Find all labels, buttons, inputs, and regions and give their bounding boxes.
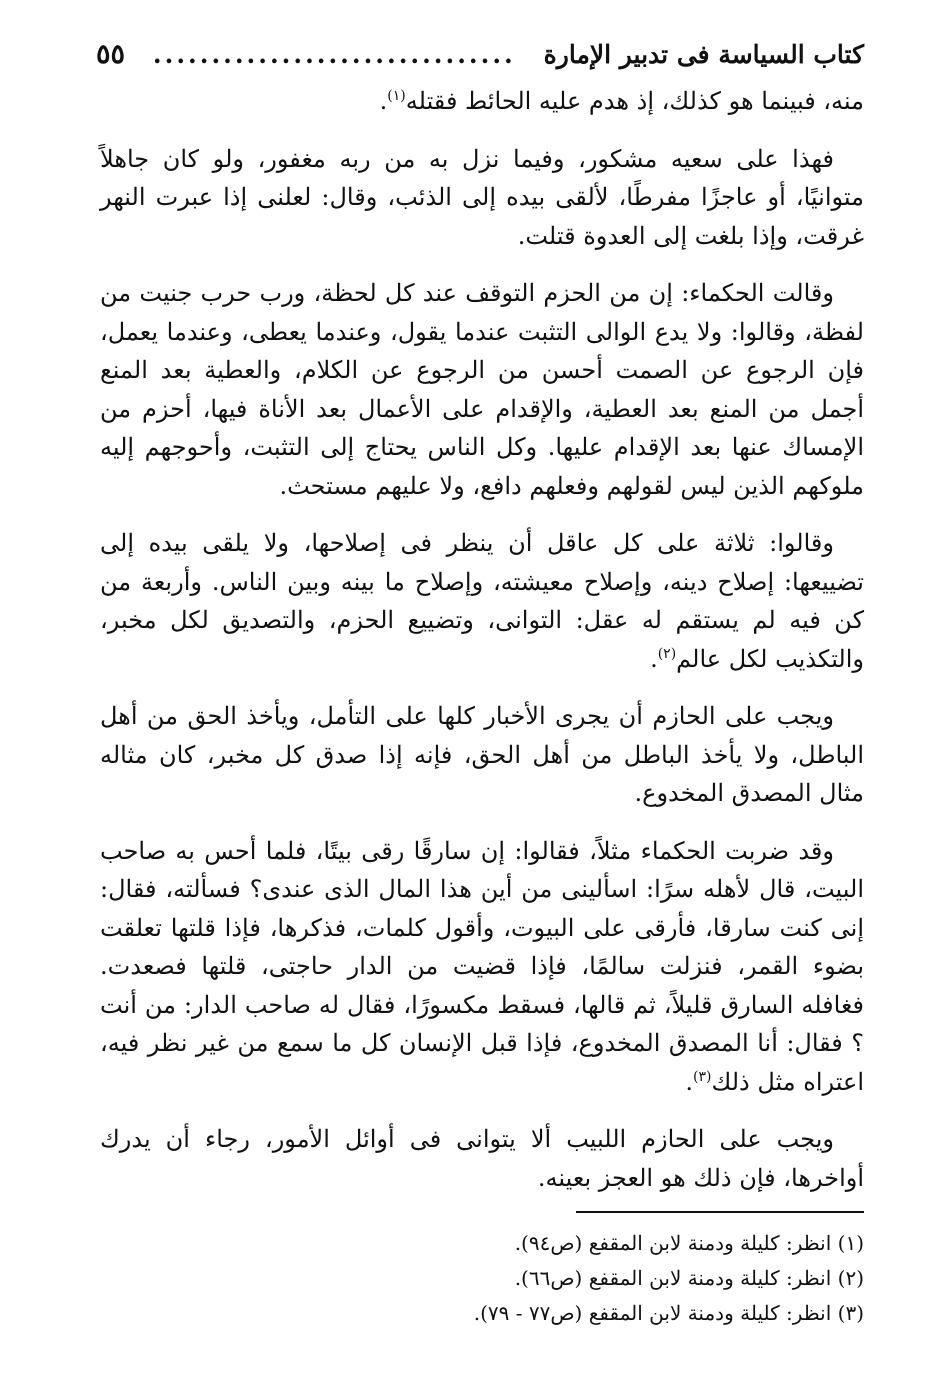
paragraph: [100, 1120, 864, 1197]
main-text: [100, 82, 864, 1216]
paragraph-end: .: [650, 644, 658, 673]
paragraph: [100, 697, 864, 813]
paragraph-text: وقالت الحكماء: إن من الحزم التوقف عند كل لحظة، ورب حرب جنيت من لفظة، وقالوا: ولا يدع الوالى التثبت عندما يقول، وعندما يعطى، وعندما يعمل، فإن الرجوع عن الصمت أحسن من الرجوع عن الكلام، والعطية بعد المنع أجمل من المنع بعد العطية، والإقدام على الأعمال بعد الأناة فيها، أحزم من الإمساك عنها بعد الإقدام عليها. وكل الناس يحتاج إلى التثبت، وأحوجهم إليه ملوكهم الذين ليس لقولهم وفعلهم دافع، ولا عليهم مستحث.: [100, 279, 864, 500]
book-title: كتاب السياسة فى تدبير الإمارة: [543, 39, 864, 69]
running-header: [96, 34, 864, 74]
footnote-ref: (٢): [657, 645, 677, 662]
paragraph-text: ويجب على الحازم أن يجرى الأخبار كلها على التأمل، ويأخذ الحق من أهل الباطل، ولا يأخذ الباطل من أهل الحق، فإنه إذا صدق كل مخبر، كان مثاله مثال المصدق المخدوع.: [100, 702, 864, 807]
footnotes: [100, 1226, 864, 1331]
page-number: ٥٥: [96, 38, 126, 70]
footnote: (٣) انظر: كليلة ودمنة لابن المقفع (ص٧٧ - ٧٩).: [473, 1301, 864, 1325]
footnote: (٢) انظر: كليلة ودمنة لابن المقفع (ص٦٦).: [514, 1266, 864, 1290]
paragraph-text: وقالوا: ثلاثة على كل عاقل أن ينظر فى إصلاحها، ولا يلقى بيده إلى تضييعها: إصلاح دينه، وإصلاح معيشته، وإصلاح ما بينه وبين الناس. وأربعة من كن فيه لم يستقم له عقل: التوانى، وتضييع الحزم، والتصديق لكل مخبر، والتكذيب لكل عالم: [100, 529, 864, 673]
paragraph-text: فهذا على سعيه مشكور، وفيما نزل به من ربه مغفور، ولو كان جاهلاً متوانيًا، أو عاجزًا مفرطًا، لألقى بيده إلى الذئب، وقال: لعلنى إذا عبرت النهر غرقت، وإذا بلغت إلى العدوة قتلت.: [100, 144, 864, 250]
header-leader-dots: ...............................: [152, 39, 516, 69]
footnote: (١) انظر: كليلة ودمنة لابن المقفع (ص٩٤).: [514, 1231, 864, 1255]
paragraph: [100, 524, 864, 678]
paragraph-end: .: [379, 87, 388, 115]
paragraph: [100, 274, 864, 505]
paragraph: [100, 82, 864, 121]
footnote-ref: (١): [387, 88, 406, 104]
paragraph-end: .: [685, 1067, 694, 1096]
paragraph-text: منه، فبينما هو كذلك، إذ هدم عليه الحائط فقتله: [405, 87, 864, 115]
paragraph-text: وقد ضربت الحكماء مثلاً، فقالوا: إن سارقًا رقى بيتًا، فلما أحس به صاحب البيت، قال لأهله سرًا: اسألينى من أين هذا المال الذى عندى؟ فسألته، فقال: إنى كنت سارقا، فأرقى على البيوت، وأقول كلمات، فذكرها، فإذا قلتها تعلقت بضوء القمر، فنزلت سالمًا، فإذا قضيت من الدار حاجتى، قلتها فصعدت. فغافله السارق قليلاً، ثم قالها، فسقط مكسورًا، فقال له صاحب الدار: من أنت ؟ فقال: أنا المصدق المخدوع، فإذا قبل الإنسان كل ما سمع من غير نظر فيه، اعتراه مثل ذلك: [100, 836, 865, 1096]
footnote-separator: [576, 1211, 864, 1213]
footnote-ref: (٣): [693, 1068, 712, 1085]
paragraph: [100, 832, 864, 1102]
paragraph: [100, 140, 864, 256]
paragraph-text: ويجب على الحازم اللبيب ألا يتوانى فى أوائل الأمور، رجاء أن يدرك أواخرها، فإن ذلك هو العجز بعينه.: [100, 1125, 864, 1192]
